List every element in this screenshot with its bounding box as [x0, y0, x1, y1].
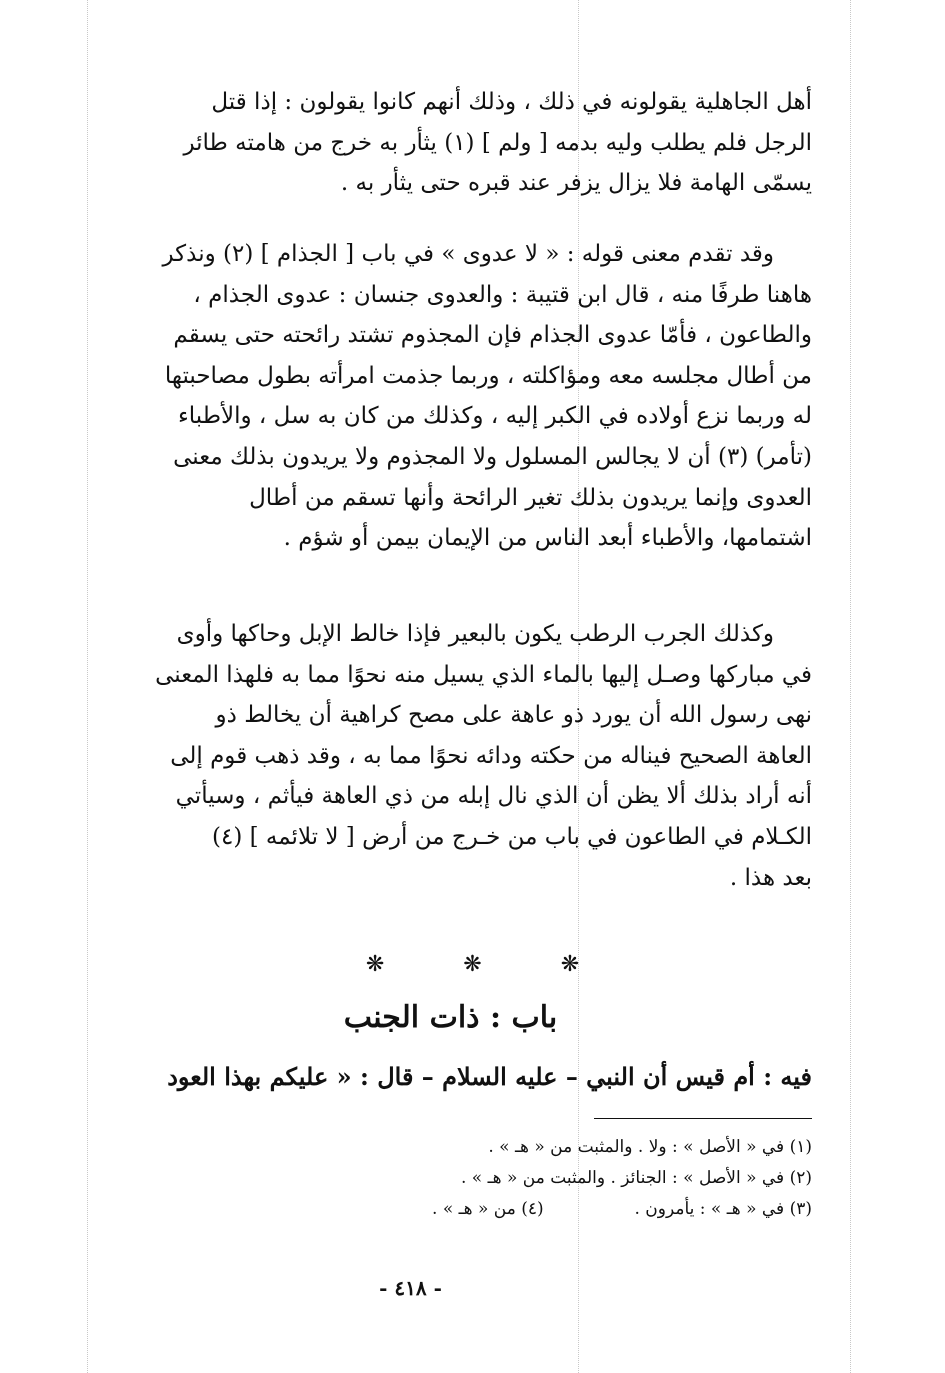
text-line: أنه أراد بذلك ألا يظن أن الذي نال إبله من ذي العاهة فيأثم ، وسيأتي [175, 783, 812, 810]
footnote-1: (١) في « الأصل » : ولا . والمثبت من « هـ » . [488, 1137, 812, 1157]
chapter-first-line: فيه : أم قيس أن النبي – عليه السلام – قال : « عليكم بهذا العود [167, 1062, 812, 1091]
paragraph-1 [122, 82, 812, 204]
text-line: أهل الجاهلية يقولونه في ذلك ، وذلك أنهم كانوا يقولون : إذا قتل [211, 89, 812, 115]
text-line: العدوى وإنما يريدون بذلك تغير الرائحة وأنها تسقم من أطال [249, 484, 812, 511]
text-line: له وربما نزع أولاده في الكبر إليه ، وكذلك من كان به سل ، والأطباء [177, 403, 812, 430]
star-ornament-icon: ❋ [365, 952, 385, 977]
footnote-4: (٤) من « هـ » . [432, 1199, 544, 1219]
text-line: اشتمامها، والأطباء أبعد الناس من الإيمان بيمن أو شؤم . [283, 525, 812, 552]
text-line: في مباركها وصـل إليها بالماء الذي يسيل منه نحوًا مما به فلهذا المعنى [155, 661, 812, 688]
paragraph-2 [122, 234, 812, 559]
text-line: هاهنا طرفًا منه ، قال ابن قتيبة : والعدوى جنسان : عدوى الجذام ، [193, 281, 812, 308]
footnote-3: (٣) في « هـ » : يأمرون . [634, 1199, 812, 1219]
section-separator [0, 952, 945, 977]
paragraph-3 [122, 614, 812, 898]
chapter-title: باب : ذات الجنب [343, 1000, 558, 1035]
scan-guide-line [87, 0, 88, 1373]
footnote-divider [594, 1118, 812, 1119]
text-line: وقد تقدم معنى قوله : « لا عدوى » في باب [ الجذام ] (٢) ونذكر [162, 241, 774, 267]
footnotes [212, 1132, 812, 1225]
star-ornament-icon: ❋ [463, 952, 482, 977]
text-line: العاهة الصحيح فيناله من حكته ودائه نحوًا مما به ، وقد ذهب قوم إلى [170, 742, 812, 769]
text-line: بعد هذا . [729, 864, 812, 891]
text-line: الكـلام في الطاعون في باب من خـرج من أرض [ لا تلائمه ] (٤) [212, 823, 812, 850]
text-line: وكذلك الجرب الرطب يكون بالبعير فإذا خالط الإبل وحاكها وأوى [176, 621, 774, 647]
footnote-2: (٢) في « الأصل » : الجنائز . والمثبت من « هـ » . [460, 1168, 812, 1188]
footnote-row-3-4 [212, 1194, 812, 1225]
star-ornament-icon: ❋ [560, 952, 580, 977]
text-line: الرجل فلم يطلب وليه بدمه [ ولم ] (١) يثأر به خرج من هامته طائر [183, 129, 812, 156]
scan-guide-line [850, 0, 851, 1373]
text-line: من أطال مجلسه معه ومؤاكلته ، وربما جذمت امرأته بطول مصاحبتها [164, 362, 812, 389]
text-line: نهى رسول الله أن يورد ذو عاهة على مصح كراهية أن يخالط ذو [215, 702, 812, 729]
text-line: يسمّى الهامة فلا يزال يزفر عند قبره حتى يثأر به . [340, 170, 812, 197]
page-number: - ٤١٨ - [379, 1276, 442, 1300]
text-line: والطاعون ، فأمّا عدوى الجذام فإن المجذوم تشتد رائحته حتى يسقم [173, 322, 812, 349]
text-line: (تأمر) (٣) أن لا يجالس المسلول ولا المجذوم ولا يريدون بذلك معنى [173, 443, 812, 470]
